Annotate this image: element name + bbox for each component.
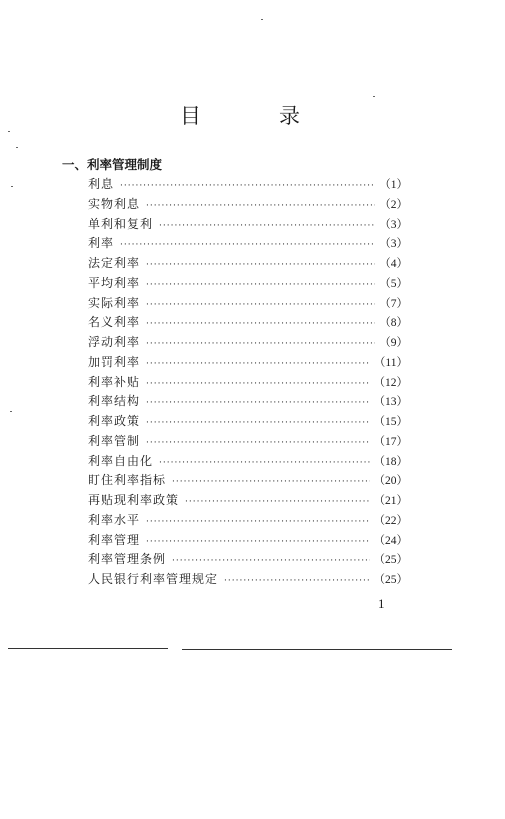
page-title: [180, 100, 300, 130]
scan-speck: [261, 19, 263, 20]
toc-entry: [88, 432, 408, 452]
toc-entry: [88, 452, 408, 472]
toc-entry-label: 利率水平: [88, 512, 141, 527]
toc-leader-dots: [146, 355, 370, 375]
toc-entry-page: （24）: [373, 534, 408, 547]
toc-entry: [88, 491, 408, 511]
toc-entry-page: （18）: [373, 455, 408, 468]
toc-leader-dots: [120, 236, 375, 256]
toc-entry-page: （17）: [373, 435, 408, 448]
toc-entry-page: （1）: [379, 179, 408, 191]
toc-entry-page: （9）: [379, 337, 408, 349]
toc-entry-label: 利率管理条例: [88, 552, 167, 567]
title-char-2: 录: [279, 104, 300, 128]
toc-entry: [88, 511, 408, 531]
toc-entry: [88, 570, 408, 590]
toc-entry: [88, 234, 408, 254]
page-number: 1: [378, 596, 385, 611]
toc-entry-label: 利率管理: [88, 532, 141, 547]
scan-speck: [16, 147, 18, 148]
toc-entry: [88, 313, 408, 333]
toc-leader-dots: [159, 217, 375, 237]
toc-entry-page: （2）: [379, 198, 408, 211]
toc-entry-page: （4）: [379, 258, 408, 270]
section-heading: 一、利率管理制度: [62, 157, 163, 172]
toc-leader-dots: [146, 414, 369, 434]
toc-entry: [88, 392, 408, 412]
toc-leader-dots: [224, 572, 369, 592]
toc-entry-label: 利率结构: [88, 394, 141, 409]
toc-entry: [88, 373, 408, 393]
toc-entry-label: 平均利率: [88, 275, 141, 290]
toc-entry-label: 实际利率: [88, 295, 141, 310]
toc-entry-page: （11）: [373, 356, 408, 369]
toc-entry-label: 单利和复利: [88, 216, 154, 231]
toc-leader-dots: [146, 394, 369, 414]
toc-entry: [88, 294, 408, 314]
toc-entry-label: 法定利率: [88, 256, 141, 270]
toc-entry-label: 利息: [88, 177, 115, 191]
toc-entry-page: （3）: [379, 238, 408, 251]
toc-entry: [88, 412, 408, 432]
toc-leader-dots: [146, 197, 375, 217]
toc-entry-page: （12）: [373, 376, 408, 389]
toc-entry: [88, 550, 408, 570]
toc-entry-page: （13）: [373, 396, 408, 409]
toc-entry: [88, 175, 408, 195]
toc-entry: [88, 254, 408, 274]
toc-entry: [88, 471, 408, 491]
toc-entry-page: （8）: [379, 317, 408, 330]
toc-entry-label: 名义利率: [88, 315, 141, 330]
toc-entry: [88, 215, 408, 235]
toc-leader-dots: [185, 493, 369, 513]
toc-entry-label: 利率自由化: [88, 453, 154, 468]
toc-entry-page: （22）: [373, 514, 408, 527]
toc-entry: [88, 353, 408, 373]
toc-entry: [88, 274, 408, 294]
toc-entry-label: 盯住利率指标: [88, 473, 167, 488]
toc-entry-label: 加罚利率: [88, 354, 141, 369]
toc-entry-page: （25）: [373, 574, 408, 586]
toc-entry-label: 浮动利率: [88, 335, 141, 349]
toc-entry-label: 利率补贴: [88, 374, 141, 389]
scan-speck: [8, 131, 10, 132]
toc-leader-dots: [120, 177, 375, 197]
scan-rule-right: [182, 649, 452, 650]
toc-list: [88, 175, 408, 590]
toc-entry: [88, 333, 408, 353]
toc-entry-label: 利率: [88, 236, 115, 251]
toc-leader-dots: [146, 533, 369, 553]
toc-leader-dots: [146, 276, 375, 296]
toc-leader-dots: [146, 315, 375, 335]
toc-entry-page: （20）: [373, 475, 408, 488]
toc-entry-page: （15）: [373, 416, 408, 428]
toc-entry-label: 利率政策: [88, 414, 141, 428]
toc-entry: [88, 195, 408, 215]
toc-leader-dots: [146, 335, 375, 355]
toc-leader-dots: [146, 256, 375, 276]
toc-entry-page: （3）: [379, 218, 408, 231]
toc-entry-label: 人民银行利率管理规定: [88, 572, 219, 586]
toc-leader-dots: [159, 454, 369, 474]
toc-entry-page: （25）: [373, 554, 408, 567]
toc-entry: [88, 531, 408, 551]
scan-rule-left: [8, 648, 168, 649]
title-char-1: 目: [180, 104, 201, 128]
toc-entry-page: （21）: [373, 495, 408, 507]
toc-entry-label: 再贴现利率政策: [88, 493, 180, 507]
toc-entry-page: （5）: [379, 277, 408, 290]
scan-speck: [373, 96, 375, 97]
toc-leader-dots: [146, 296, 375, 316]
toc-entry-label: 利率管制: [88, 433, 141, 448]
toc-leader-dots: [146, 434, 369, 454]
toc-leader-dots: [172, 473, 369, 493]
toc-leader-dots: [146, 375, 369, 395]
toc-leader-dots: [146, 513, 369, 533]
scan-speck: [10, 411, 12, 412]
scan-speck: [11, 186, 13, 187]
toc-entry-page: （7）: [379, 297, 408, 310]
toc-entry-label: 实物利息: [88, 196, 141, 211]
